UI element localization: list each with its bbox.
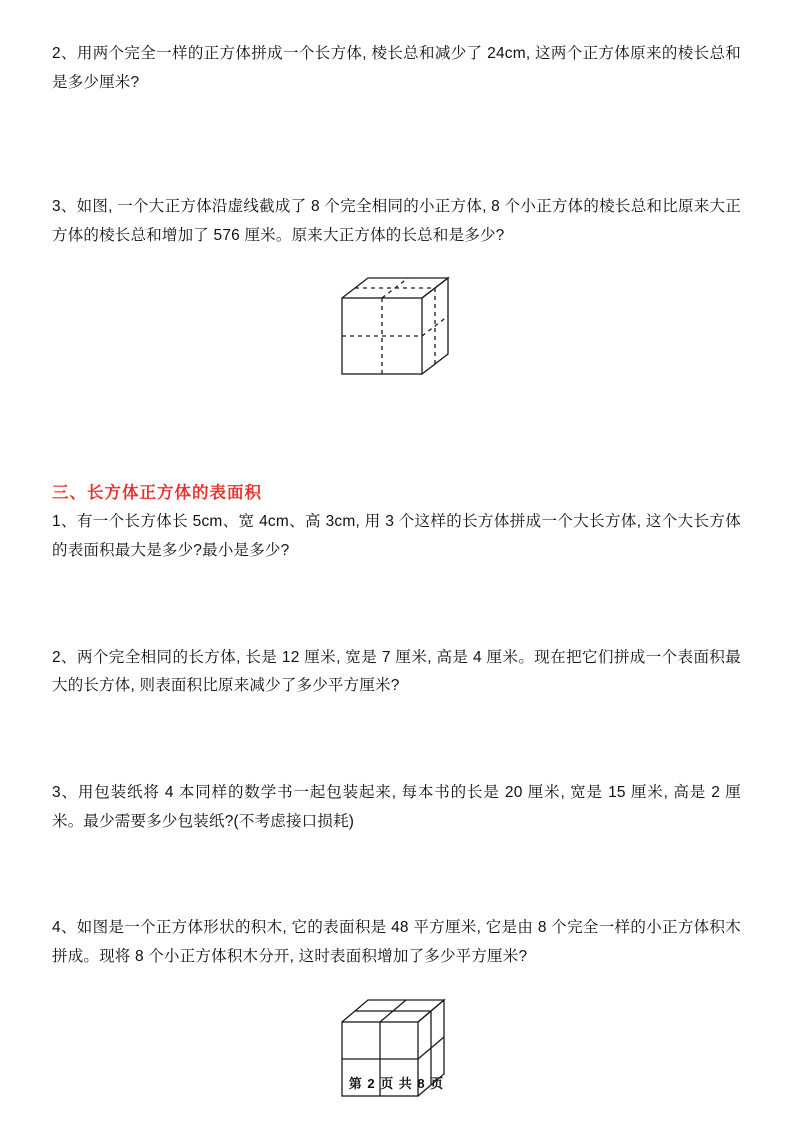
section3-question-2: 2、两个完全相同的长方体, 长是 12 厘米, 宽是 7 厘米, 高是 4 厘米。现在把它们拼成一个表面积最大的长方体, 则表面积比原来减少了多少平方厘米?	[52, 648, 741, 695]
question-2: 2、用两个完全一样的正方体拼成一个长方体, 棱长总和减少了 24cm, 这两个正方体原来的棱长总和是多少厘米?	[52, 45, 741, 91]
section-title: 三、长方体正方体的表面积	[52, 483, 262, 502]
spacer	[52, 251, 741, 273]
spacer	[52, 972, 741, 994]
spacer	[52, 701, 741, 779]
page-footer: 第 2 页 共 8 页	[348, 1076, 445, 1091]
spacer	[52, 836, 741, 914]
spacer	[52, 566, 741, 644]
section3-question-4: 4、如图是一个正方体形状的积木, 它的表面积是 48 平方厘米, 它是由 8 个完全一样的小正方体积木拼成。现将 8 个小正方体积木分开, 这时表面积增加了多少平方厘米?	[52, 919, 741, 966]
spacer	[52, 97, 741, 193]
section3-question-3: 3、用包装纸将 4 本同样的数学书一起包装起来, 每本书的长是 20 厘米, 宽是 15 厘米, 高是 2 厘米。最少需要多少包装纸?(不考虑接口损耗)	[52, 784, 741, 830]
spacer	[52, 383, 741, 479]
section3-question-1: 1、有一个长方体长 5cm、宽 4cm、高 3cm, 用 3 个这样的长方体拼成一个大长方体, 这个大长方体的表面积最大是多少?最小是多少?	[52, 513, 741, 560]
dashed-cut-cube-figure	[52, 273, 741, 383]
cube-icon	[332, 273, 462, 383]
question-3: 3、如图, 一个大正方体沿虚线截成了 8 个完全相同的小正方体, 8 个小正方体的棱长总和比原来大正方体的棱长总和增加了 576 厘米。原来大正方体的长总和是多少?	[52, 198, 741, 245]
